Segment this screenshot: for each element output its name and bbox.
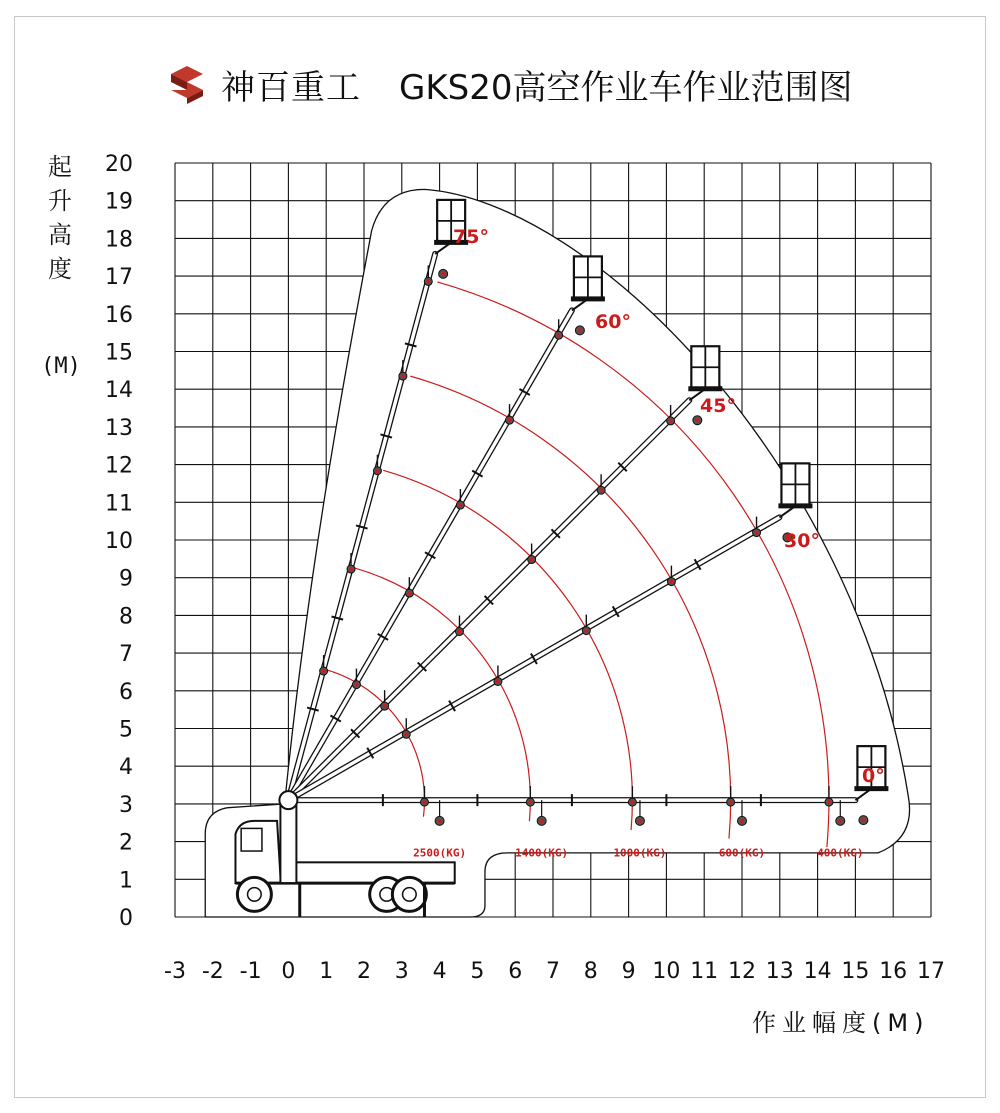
y-tick-label: 16 (105, 302, 133, 328)
hook-dot (375, 469, 379, 473)
x-tick-label: 0 (281, 959, 296, 984)
truck-hub (403, 888, 417, 902)
y-tick-label: 3 (119, 792, 133, 818)
y-axis-label-char: 度 (48, 255, 72, 283)
hook-dot (557, 333, 561, 337)
hook-dot (383, 704, 387, 708)
hook-dot (322, 669, 326, 673)
y-tick-label: 13 (105, 415, 133, 441)
x-tick-label: 14 (803, 959, 832, 984)
boom-pivot (279, 791, 297, 809)
y-axis-label-char: 高 (48, 221, 72, 249)
x-tick-label: 12 (728, 959, 756, 984)
x-tick-label: -1 (239, 959, 262, 984)
y-tick-label: 20 (105, 152, 133, 177)
end-hook-dot (441, 272, 445, 276)
y-tick-label: 5 (119, 717, 133, 743)
x-tick-label: 11 (690, 959, 719, 984)
hook-dot (827, 800, 831, 804)
x-tick-label: 16 (879, 959, 908, 984)
y-tick-label: 7 (119, 642, 133, 668)
x-tick-label: 3 (394, 959, 409, 984)
y-tick-label: 2 (119, 830, 133, 856)
load-label: 400(KG) (817, 846, 864, 860)
envelope-outline (205, 189, 909, 917)
hook-dot (422, 800, 426, 804)
chart-subtitle: GKS20高空作业车作业范围图 (399, 67, 853, 108)
hook-dot (401, 374, 405, 378)
hook-dot (729, 800, 733, 804)
y-tick-label: 10 (105, 529, 133, 554)
hook-dot (496, 679, 500, 683)
angle-label: 60° (595, 311, 631, 333)
angle-label: 0° (862, 765, 885, 787)
hook-dot (669, 419, 673, 423)
y-tick-label: 11 (105, 491, 133, 517)
basket-floor (571, 296, 605, 301)
x-tick-label: 1 (319, 959, 334, 984)
end-hook-dot (578, 328, 582, 332)
brand-name: 神百重工 (221, 67, 361, 108)
angle-label: 75° (453, 226, 489, 248)
y-tick-label: 6 (119, 679, 133, 705)
hook-dot (630, 800, 634, 804)
x-tick-label: 10 (652, 959, 681, 984)
load-hook-dot (838, 819, 842, 823)
angle-label: 30° (784, 530, 820, 552)
truck-bed (281, 862, 455, 883)
y-tick-label: 19 (105, 189, 133, 215)
x-tick-label: 2 (357, 959, 371, 984)
y-tick-label: 0 (119, 906, 133, 931)
y-axis-unit: (M) (41, 354, 81, 379)
x-tick-label: 17 (917, 959, 945, 984)
y-axis-label-char: 升 (48, 187, 72, 215)
x-tick-label: 15 (841, 959, 870, 984)
x-tick-label: -2 (201, 959, 224, 984)
load-label: 1000(KG) (613, 846, 667, 860)
y-tick-label: 4 (119, 755, 133, 781)
hook-dot (508, 418, 512, 422)
x-tick-label: 13 (765, 959, 794, 984)
hook-dot (530, 558, 534, 562)
basket-floor (688, 386, 722, 391)
x-tick-label: 9 (621, 959, 636, 984)
x-tick-label: 5 (470, 959, 485, 984)
load-hook-dot (740, 819, 744, 823)
load-hook-dot (540, 819, 544, 823)
hook-dot (584, 629, 588, 633)
turret-column (280, 800, 296, 883)
hook-dot (669, 580, 673, 584)
truck-hub (248, 888, 262, 902)
load-hook-dot (638, 819, 642, 823)
hook-dot (457, 630, 461, 634)
y-axis-label-char: 起 (48, 153, 72, 181)
y-tick-label: 12 (105, 453, 133, 479)
y-tick-label: 18 (105, 227, 133, 253)
working-envelope (205, 189, 909, 917)
hook-dot (354, 683, 358, 687)
x-axis-label: 作业幅度(M) (752, 1009, 930, 1037)
load-label: 600(KG) (718, 846, 766, 860)
hook-dot (407, 591, 411, 595)
end-hook-dot (861, 818, 865, 822)
basket-floor (778, 503, 812, 508)
truck-window (241, 828, 262, 851)
hook-dot (426, 279, 430, 283)
hook-dot (599, 488, 603, 492)
x-tick-label: 4 (432, 959, 447, 984)
load-hook-dot (438, 819, 442, 823)
y-tick-label: 14 (105, 378, 133, 404)
y-tick-label: 1 (119, 868, 133, 894)
x-tick-label: 7 (546, 959, 560, 984)
hook-dot (349, 567, 353, 571)
x-tick-label: 8 (583, 959, 598, 984)
hook-dot (528, 800, 532, 804)
hook-dot (458, 503, 462, 507)
hook-dot (755, 531, 759, 535)
hook-dot (404, 732, 408, 736)
x-tick-label: -3 (164, 959, 186, 984)
y-tick-label: 17 (105, 265, 133, 291)
load-label: 2500(KG) (413, 846, 467, 860)
load-label: 1400(KG) (515, 846, 569, 860)
y-tick-label: 9 (119, 566, 133, 592)
y-tick-label: 8 (119, 604, 133, 630)
end-hook-dot (695, 418, 699, 422)
angle-label: 45° (700, 395, 736, 417)
x-tick-label: 6 (508, 959, 523, 984)
y-tick-label: 15 (105, 340, 133, 366)
